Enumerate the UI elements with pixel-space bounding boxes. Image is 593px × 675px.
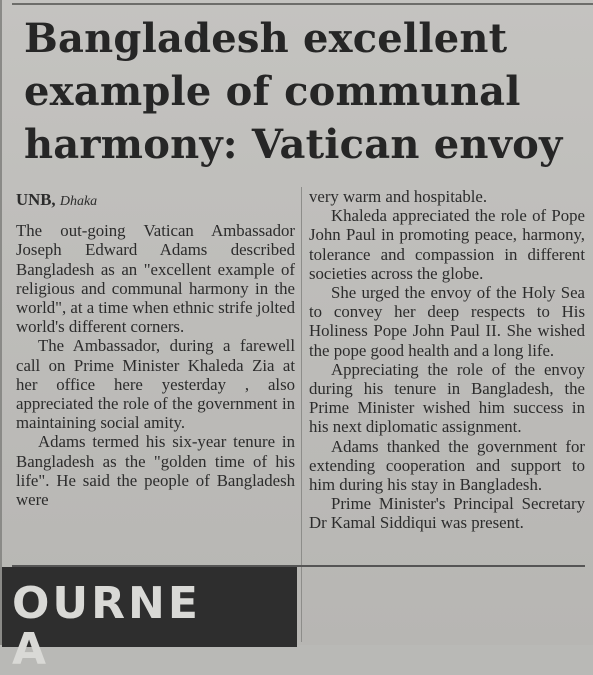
paragraph: very warm and hospitable. [309, 187, 488, 206]
paragraph: The out-going Vatican Ambassador Joseph Edward Adams described Bangladesh as an "excellent example of religious and communal harmony in the world", at a time when ethnic strife jolted world's different corners. [16, 221, 295, 337]
banner-text: OURNE [12, 578, 201, 629]
byline-source: UNB, [16, 190, 56, 209]
paragraph: Appreciating the role of the envoy during his tenure in Bangladesh, the Prime Minister wished him success in his next diplomatic assignment. [309, 359, 585, 437]
adjacent-banner [2, 567, 297, 675]
column-divider [301, 187, 302, 642]
right-column [309, 187, 585, 533]
paragraph: Adams thanked the government for extending cooperation and support to him during his stay in Bangladesh. [309, 436, 585, 495]
paragraph: Prime Minister's Principal Secretary Dr Kamal Siddiqui was present. [309, 494, 585, 533]
left-column [16, 190, 295, 509]
paragraph: Khaleda appreciated the role of Pope John Paul in promoting peace, harmony, tolerance and compassion in different societies across the globe. [309, 206, 585, 283]
paragraph: Adams termed his six-year tenure in Bangladesh as the "golden time of his life". He said the people of Bangladesh were [16, 432, 295, 510]
byline-place: Dhaka [59, 194, 98, 209]
byline [16, 190, 295, 211]
banner-text-partial: A [12, 624, 50, 675]
headline: Bangladesh excellent example of communal harmony: Vatican envoy [24, 15, 563, 168]
paragraph: The Ambassador, during a farewell call on Prime Minister Khaleda Zia at her office here yesterday , also appreciated the role of the government in maintaining social amity. [16, 336, 295, 433]
top-rule [12, 3, 593, 5]
paragraph: She urged the envoy of the Holy Sea to convey her deep respects to His Holiness Pope John Paul II. She wished the pope good health and a long life. [309, 283, 585, 360]
